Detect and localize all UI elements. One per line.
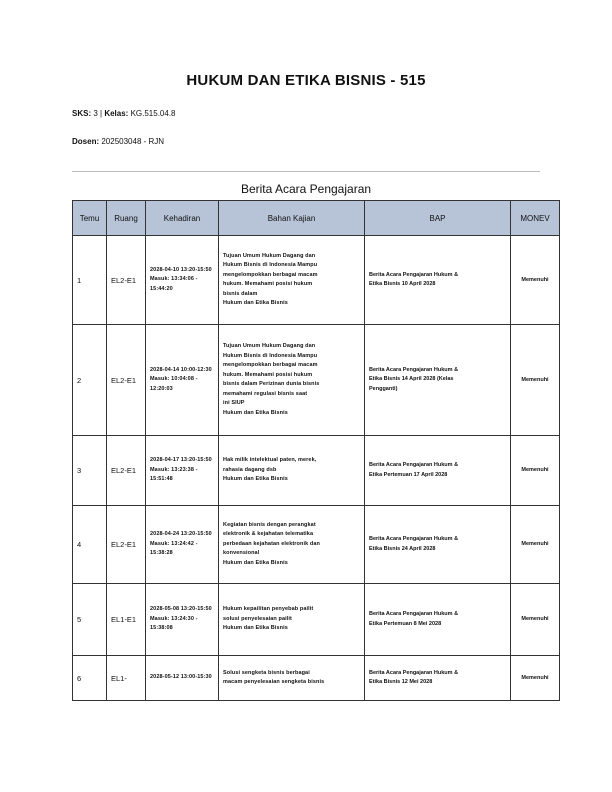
cell-bahan-kajian-line: Hukum dan Etika Bisnis bbox=[223, 409, 288, 416]
cell-kehadiran-line: Masuk: 13:23:38 - bbox=[150, 466, 198, 473]
cell-kehadiran-line: 2028-04-10 13:20-15:50 bbox=[150, 266, 212, 273]
cell-bahan-kajian-line: Hukum Bisnis di Indonesia Mampu bbox=[223, 262, 318, 268]
table-row bbox=[73, 325, 560, 436]
cell-kehadiran bbox=[146, 436, 219, 506]
cell-temu: 1 bbox=[73, 236, 107, 325]
cell-bahan-kajian-line: hukum. Memahami posisi hukum bbox=[223, 371, 313, 378]
cell-bahan-kajian-line: Hukum kepailitan penyebab pailit bbox=[223, 606, 314, 613]
cell-kehadiran-line: 15:38:08 bbox=[150, 625, 173, 632]
cell-bahan-kajian-line: bisnis dalam bbox=[223, 290, 258, 297]
cell-bahan-kajian-line: Hukum dan Etika Bisnis bbox=[223, 300, 288, 306]
cell-monev: Memenuhi bbox=[511, 506, 560, 584]
cell-bahan-kajian bbox=[219, 584, 365, 656]
cell-kehadiran-line: 2028-05-08 13:20-15:50 bbox=[150, 606, 212, 613]
cell-bahan-kajian bbox=[219, 325, 365, 436]
cell-bahan-kajian-line: elektronik & kejahatan telematika bbox=[223, 531, 314, 538]
cell-bahan-kajian-line: bisnis dalam Perizinan dunia bisnis bbox=[223, 381, 320, 387]
cell-bahan-kajian bbox=[219, 436, 365, 506]
divider bbox=[72, 171, 540, 172]
cell-bahan-kajian-line: Hak milik intelektual paten, merek, bbox=[223, 457, 317, 464]
header-ruang: Ruang bbox=[107, 201, 146, 236]
table-row bbox=[73, 236, 560, 325]
dosen-value: 202503048 - RJN bbox=[99, 137, 165, 146]
cell-kehadiran-line: Masuk: 13:24:42 - bbox=[150, 540, 198, 547]
cell-temu: 5 bbox=[73, 584, 107, 656]
table-title: Berita Acara Pengajaran bbox=[240, 182, 372, 196]
cell-monev: Memenuhi bbox=[511, 236, 560, 325]
cell-bap-line: Etika Pertemuan 8 Mei 2028 bbox=[369, 620, 442, 627]
cell-kehadiran-line: Masuk: 13:34:06 - bbox=[150, 276, 198, 283]
cell-bap-line: Pengganti) bbox=[369, 385, 398, 392]
cell-ruang: EL1- bbox=[107, 656, 146, 701]
header-kehadiran: Kehadiran bbox=[146, 201, 219, 236]
cell-bap-line: Berita Acara Pengajaran Hukum & bbox=[369, 462, 459, 468]
cell-bahan-kajian-line: rahasia dagang dsb bbox=[223, 466, 277, 473]
table-row bbox=[73, 436, 560, 506]
cell-kehadiran-line: 15:44:20 bbox=[150, 285, 173, 292]
cell-temu: 3 bbox=[73, 436, 107, 506]
cell-kehadiran-line: Masuk: 10:04:08 - bbox=[150, 376, 198, 383]
cell-bahan-kajian-line: perbedaan kejahatan elektronik dan bbox=[223, 540, 320, 547]
cell-kehadiran-line: 12:20:03 bbox=[150, 385, 173, 392]
cell-bap-line: Berita Acara Pengajaran Hukum & bbox=[369, 366, 459, 373]
cell-bahan-kajian bbox=[219, 656, 365, 701]
cell-bahan-kajian-line: Solusi sengketa bisnis berbagai bbox=[223, 669, 310, 676]
cell-ruang: EL2-E1 bbox=[107, 236, 146, 325]
cell-temu: 6 bbox=[73, 656, 107, 701]
cell-bap bbox=[365, 325, 511, 436]
cell-bahan-kajian bbox=[219, 236, 365, 325]
cell-bahan-kajian-line: konvensional bbox=[223, 550, 260, 557]
cell-kehadiran-line: Masuk: 13:24:30 - bbox=[150, 615, 198, 622]
cell-bahan-kajian-line: hukum. Memahami posisi hukum bbox=[223, 281, 313, 287]
cell-bahan-kajian-line: mengelompokkan berbagai macam bbox=[223, 362, 318, 368]
cell-bap-line: Etika Pertemuan 17 April 2028 bbox=[369, 471, 448, 478]
cell-bahan-kajian-line: Kegiatan bisnis dengan perangkat bbox=[223, 521, 316, 528]
cell-monev: Memenuhi bbox=[511, 436, 560, 506]
cell-kehadiran bbox=[146, 506, 219, 584]
cell-bap-line: Etika Bisnis 12 Mei 2028 bbox=[369, 679, 433, 685]
cell-temu: 4 bbox=[73, 506, 107, 584]
cell-kehadiran-line: 2028-04-17 13:20-15:50 bbox=[150, 457, 212, 464]
cell-kehadiran-line: 2028-05-12 13:00-15:30 bbox=[150, 674, 212, 681]
kelas-value: KG.515.04.8 bbox=[128, 109, 176, 118]
cell-bap bbox=[365, 236, 511, 325]
cell-bahan-kajian-line: Tujuan Umum Hukum Dagang dan bbox=[223, 343, 316, 349]
sks-value: 3 | bbox=[91, 109, 105, 118]
cell-kehadiran bbox=[146, 584, 219, 656]
cell-kehadiran-line: 2028-04-14 10:00-12:30 bbox=[150, 366, 212, 373]
cell-bap-line: Berita Acara Pengajaran Hukum & bbox=[369, 611, 459, 617]
cell-bap-line: Berita Acara Pengajaran Hukum & bbox=[369, 536, 459, 542]
cell-bahan-kajian-line: Hukum dan Etika Bisnis bbox=[223, 476, 288, 483]
cell-bap-line: Berita Acara Pengajaran Hukum & bbox=[369, 669, 459, 676]
header-monev: MONEV bbox=[511, 201, 560, 236]
cell-ruang: EL1-E1 bbox=[107, 584, 146, 656]
cell-ruang: EL2-E1 bbox=[107, 325, 146, 436]
cell-monev: Memenuhi bbox=[511, 656, 560, 701]
document-title: HUKUM DAN ETIKA BISNIS - 515 bbox=[186, 72, 426, 89]
cell-kehadiran bbox=[146, 236, 219, 325]
header-bap: BAP bbox=[365, 201, 511, 236]
table-row bbox=[73, 584, 560, 656]
cell-bahan-kajian-line: memahami regulasi bisnis saat bbox=[223, 390, 308, 397]
header-bahan-kajian: Bahan Kajian bbox=[219, 201, 365, 236]
cell-bahan-kajian-line: mengelompokkan berbagai macam bbox=[223, 271, 318, 278]
cell-monev: Memenuhi bbox=[511, 325, 560, 436]
cell-monev: Memenuhi bbox=[511, 584, 560, 656]
cell-bahan-kajian bbox=[219, 506, 365, 584]
sks-label: SKS: bbox=[72, 109, 92, 118]
cell-bahan-kajian-line: Tujuan Umum Hukum Dagang dan bbox=[223, 252, 316, 259]
cell-kehadiran-line: 15:51:48 bbox=[150, 476, 173, 483]
cell-bahan-kajian-line: macam penyelesaian sengketa bisnis bbox=[223, 679, 325, 685]
cell-bap-line: Etika Bisnis 14 April 2028 (Kelas bbox=[369, 376, 454, 383]
cell-bahan-kajian-line: Hukum Bisnis di Indonesia Mampu bbox=[223, 352, 318, 359]
table-header-row bbox=[73, 201, 560, 236]
cell-bahan-kajian-line: ini SIUP bbox=[223, 400, 245, 406]
dosen-label: Dosen: bbox=[72, 137, 100, 146]
cell-bap-line: Etika Bisnis 10 April 2028 bbox=[369, 281, 436, 287]
cell-bap bbox=[365, 584, 511, 656]
kelas-label: Kelas: bbox=[104, 109, 129, 118]
cell-ruang: EL2-E1 bbox=[107, 436, 146, 506]
cell-kehadiran bbox=[146, 656, 219, 701]
cell-bap bbox=[365, 436, 511, 506]
cell-bap-line: Berita Acara Pengajaran Hukum & bbox=[369, 271, 459, 278]
cell-bap bbox=[365, 506, 511, 584]
cell-kehadiran-line: 15:38:28 bbox=[150, 550, 173, 557]
table-row bbox=[73, 656, 560, 701]
lecturer-info bbox=[72, 137, 164, 146]
table-row bbox=[73, 506, 560, 584]
cell-bahan-kajian-line: Hukum dan Etika Bisnis bbox=[223, 559, 288, 566]
cell-bahan-kajian-line: solusi penyelesaian pailit bbox=[223, 615, 292, 622]
cell-bap-line: Etika Bisnis 24 April 2028 bbox=[369, 545, 436, 552]
header-temu: Temu bbox=[73, 201, 107, 236]
course-info bbox=[72, 109, 176, 118]
cell-temu: 2 bbox=[73, 325, 107, 436]
teaching-record-table bbox=[72, 200, 560, 701]
cell-bap bbox=[365, 656, 511, 701]
cell-ruang: EL2-E1 bbox=[107, 506, 146, 584]
table-body bbox=[73, 236, 560, 701]
cell-bahan-kajian-line: Hukum dan Etika Bisnis bbox=[223, 625, 288, 632]
cell-kehadiran bbox=[146, 325, 219, 436]
cell-kehadiran-line: 2028-04-24 13:20-15:50 bbox=[150, 531, 212, 538]
